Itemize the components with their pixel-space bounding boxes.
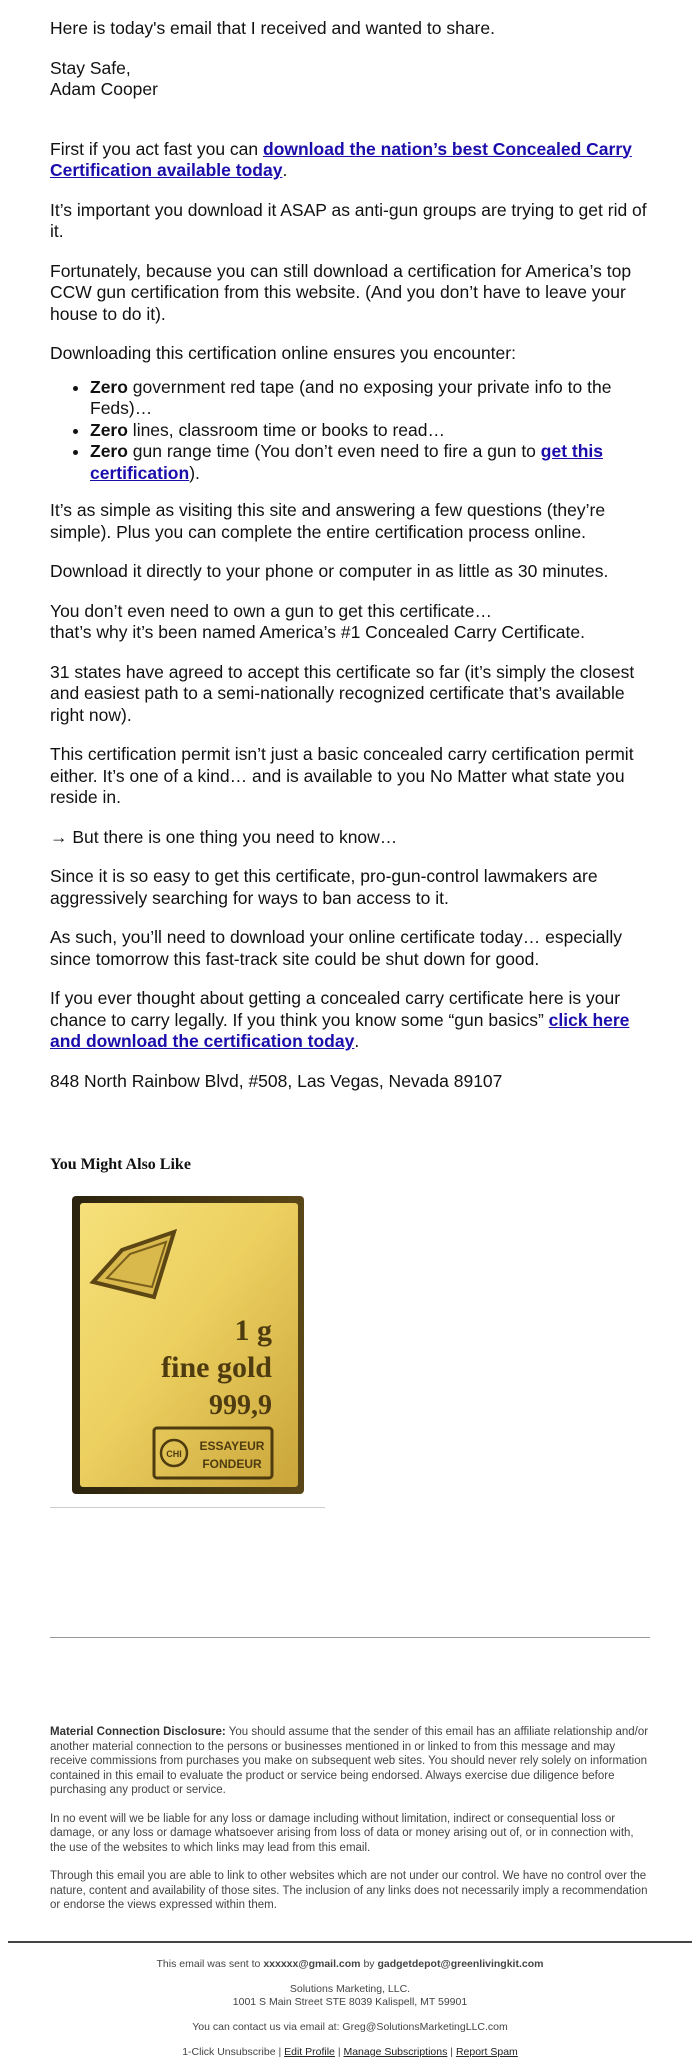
report-spam-link[interactable]: Report Spam (455, 2046, 518, 2058)
intro-line: Here is today's email that I received and wanted to share. (50, 18, 495, 38)
paragraph-11: Since it is so easy to get this certificate, pro-gun-control lawmakers are aggressively searching for ways to ban access to it. (50, 866, 598, 908)
one-click-unsubscribe[interactable]: 1-Click Unsubscribe (182, 2046, 276, 2058)
paragraph-8: 31 states have agreed to accept this certificate so far (it’s simply the closest and easiest path to a semi-nationally recognized certificate that’s available right now). (50, 661, 635, 725)
paragraph-5: It’s as simple as visiting this site and answering a few questions (they’re simple). Plus you can complete the entire certification process online. (50, 500, 606, 542)
benefits-list (50, 377, 650, 485)
paragraph-3: Fortunately, because you can still download a certification for America’s top CCW gun certification from this website. (And you don’t have to leave your house to do it). (50, 260, 632, 324)
sent-to-line: This email was sent to xxxxxx@gmail.com by gadgetdepot@greenlivingkit.com (156, 1958, 544, 1970)
email-footer (0, 1958, 700, 2071)
footer-divider (8, 1941, 692, 1943)
section-divider (50, 1637, 650, 1638)
mailing-address: 848 North Rainbow Blvd, #508, Las Vegas, Nevada 89107 (50, 1070, 503, 1091)
edit-profile-link[interactable]: Edit Profile (284, 2046, 335, 2058)
chi-mark-text: CHI (166, 1448, 182, 1459)
get-certification-link[interactable]: get this certification (90, 441, 604, 483)
paragraph-12: As such, you’ll need to download your online certificate today… especially since tomorrow this fast-track site could be shut down for good. (50, 927, 622, 969)
signature-name: Adam Cooper (50, 79, 158, 99)
list-item: • Zero government red tape (and no exposing your private info to the Feds)… (90, 377, 650, 420)
disclaimer-block (50, 1725, 650, 1927)
download-certification-link[interactable]: download the nation’s best Concealed Carry Certification available today (50, 138, 632, 180)
might-also-like-heading: You Might Also Like (50, 1156, 191, 1173)
material-disclosure: Material Connection Disclosure: You should assume that the sender of this email has an affiliate relationship and/or another material connection to the persons or businesses mentioned in or linked to from this message and may receive commissions from purchases you make on subsequent web sites. You should never rely solely on information contained in this email to evaluate the product or service being endorsed. Always exercise due diligence before purchasing any product or service. (50, 1726, 649, 1796)
gold-bar-graphic (50, 1192, 325, 1497)
paragraph-6: Download it directly to your phone or computer in as little as 30 minutes. (50, 561, 609, 581)
paragraph-9: This certification permit isn’t just a basic concealed carry certification permit either. It’s one of a kind… and is available to you No Matter what state you reside in. (50, 744, 634, 807)
external-links-notice: Through this email you are able to link to other websites which are not under our control. We have no control over the nature, content and availability of those sites. The inclusion of any links does not necessarily imply a recommendation or endorse the views expressed within them. (50, 1870, 648, 1911)
paragraph-13: If you ever thought about getting a concealed carry certificate here is your chance to carry legally. If you think you know some “gun basics” click here and download the certification today. (50, 988, 630, 1051)
recipient-email: xxxxxx@gmail.com (263, 1958, 361, 1970)
bar-weight: 1 g (234, 1313, 272, 1347)
signoff: Stay Safe, (50, 57, 131, 78)
paragraph-2: It’s important you download it ASAP as anti-gun groups are trying to get rid of it. (50, 199, 647, 241)
list-item: • Zero lines, classroom time or books to read… (90, 420, 650, 442)
stamp-essayeur: ESSAYEUR (199, 1438, 265, 1453)
signature-block (50, 58, 650, 101)
sender-email: gadgetdepot@greenlivingkit.com (377, 1958, 544, 1970)
contact-line: You can contact us via email at: Greg@SolutionsMarketingLLC.com (192, 2021, 508, 2033)
stamp-fondeur: FONDEUR (202, 1456, 262, 1471)
bar-purity: 999,9 (209, 1389, 272, 1421)
company-address (0, 1983, 700, 2009)
footer-links: 1-Click Unsubscribe | Edit Profile | Manage Subscriptions | Report Spam (182, 2046, 518, 2058)
gold-bar-image[interactable] (50, 1192, 325, 1497)
manage-subscriptions-link[interactable]: Manage Subscriptions (343, 2046, 448, 2058)
paragraph-10: → But there is one thing you need to know… (50, 826, 398, 847)
paragraph-4: Downloading this certification online ensures you encounter: (50, 343, 516, 363)
paragraph-7: You don’t even need to own a gun to get this certificate… that’s why it’s been named America’s #1 Concealed Carry Certificate. (50, 600, 585, 642)
product-card[interactable] (50, 1192, 325, 1508)
paragraph-1: First if you act fast you can download the nation’s best Concealed Carry Certification available today. (50, 138, 632, 180)
liability-notice: In no event will we be liable for any loss or damage including without limitation, indirect or consequential loss or damage, or any loss or damage whatsoever arising from loss of data or money arising out of, or in connection with, the use of the websites to which links may lead from this email. (50, 1812, 634, 1854)
street-address: 1001 S Main Street STE 8039 Kalispell, MT 59901 (232, 1996, 468, 2008)
bar-fine-gold: fine gold (161, 1350, 272, 1384)
download-today-link[interactable]: click here and download the certification today (50, 1009, 630, 1051)
list-item: • Zero gun range time (You don’t even need to fire a gun to get this certification). (90, 441, 650, 484)
company-name: Solutions Marketing, LLC. (289, 1983, 411, 1995)
